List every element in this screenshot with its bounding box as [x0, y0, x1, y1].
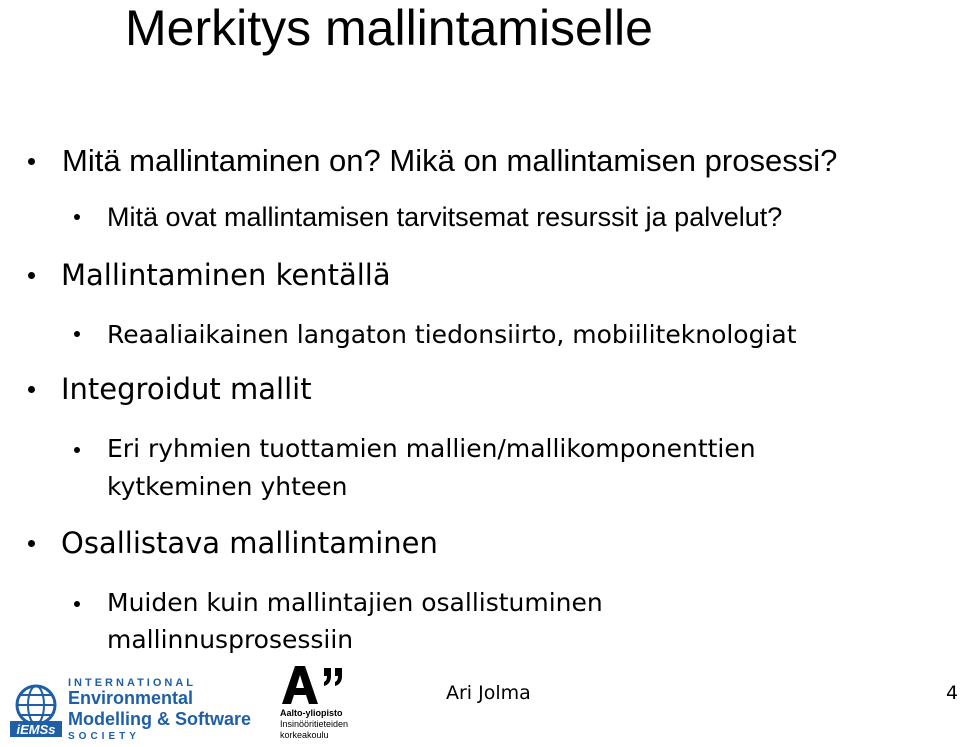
bullet-marker: [28, 540, 35, 547]
page-number: 4: [946, 682, 959, 704]
globe-icon: [10, 681, 62, 739]
sub-bullet-marker: [74, 601, 80, 607]
aalto-line-3: korkeakoulu: [280, 730, 329, 740]
aalto-a-icon: [280, 664, 350, 708]
aalto-logo: [280, 664, 380, 744]
bullet-item: Mitä mallintaminen on? Mikä on mallintamisen prosessi?: [62, 143, 838, 178]
sub-bullet-item: Mitä ovat mallintamisen tarvitsemat resurssit ja palvelut?: [107, 202, 783, 232]
iemss-line-modelling: Modelling & Software: [68, 709, 252, 729]
bullet-item: Osallistava mallintaminen: [61, 526, 438, 560]
slide-title: Merkitys mallintamiselle: [125, 0, 653, 56]
bullet-marker: [28, 386, 35, 393]
iemss-badge-text: iEMSs: [16, 722, 56, 737]
sub-bullet-marker: [74, 214, 80, 220]
sub-bullet-item: Muiden kuin mallintajien osallistuminen: [107, 588, 603, 617]
sub-bullet-item: Eri ryhmien tuottamien mallien/mallikomponenttien: [107, 434, 756, 463]
bullet-marker: [28, 272, 35, 279]
sub-bullet-marker: [74, 447, 80, 453]
sub-bullet-item: Reaaliaikainen langaton tiedonsiirto, mobiiliteknologiat: [107, 320, 797, 349]
aalto-line-1: Aalto-yliopisto: [280, 708, 343, 718]
bullet-item: Mallintaminen kentällä: [61, 258, 391, 292]
bullet-marker: [28, 158, 35, 165]
iemss-line-society: SOCIETY: [68, 731, 140, 742]
sub-bullet-item-continuation: kytkeminen yhteen: [107, 472, 348, 501]
iemss-line-environmental: Environmental: [68, 688, 194, 708]
sub-bullet-marker: [74, 331, 80, 337]
iemss-line-international: INTERNATIONAL: [68, 677, 197, 689]
iemss-logo: [6, 675, 252, 745]
sub-bullet-item-continuation: mallinnusprosessiin: [107, 625, 354, 654]
footer-author: Ari Jolma: [446, 682, 531, 704]
aalto-line-2: Insinööritieteiden: [280, 719, 349, 729]
bullet-item: Integroidut mallit: [61, 372, 312, 406]
